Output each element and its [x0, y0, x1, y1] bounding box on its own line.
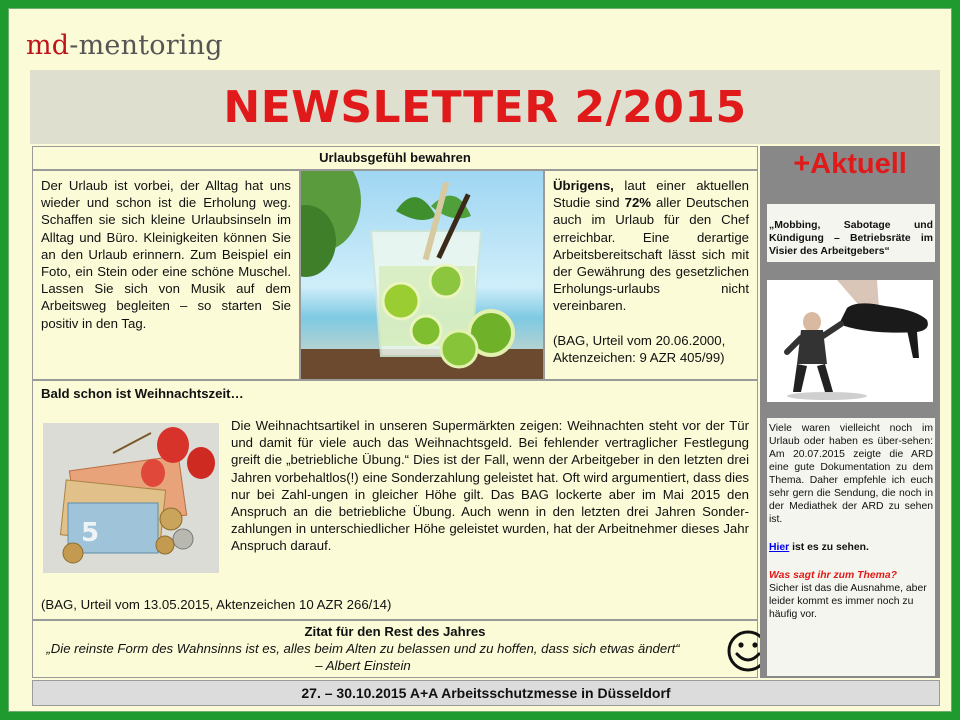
brand-md: md — [26, 30, 70, 61]
euro-money-image — [43, 423, 219, 573]
christmas-paragraph: Die Weihnachtsartikel in unseren Supermärkten zeigen: Weihnachten steht vor der Tür und damit für viele auch das Weihnachtsgeld. Bei fehlender vertraglicher Festlegung greift die „betriebliche Übung.“ Dies ist der Fall, wenn der Arbeitgeber in den letzten drei Jahren vorbehaltlos(!) eine Sonderzahlung geleistet hat. Oft wird argumentiert, dass dies nur bei Zahl-ungen in gleicher Höhe gilt. Das BAG lockerte aber im Mai 2015 den Anspruch an die betriebliche Übung. Auch wenn in den letzten drei Jahren Sonder-zahlungen in unterschiedlicher Höhe geleistet wurden, hat der Arbeitnehmer dieses Jahr Anspruch darauf. — [231, 418, 749, 554]
footer-event-bar: 27. – 30.10.2015 A+A Arbeitsschutzmesse in Düsseldorf — [32, 680, 940, 706]
aktuell-link-rest: ist es zu sehen. — [789, 542, 869, 553]
study-text-2: aller Deutschen auch im Urlaub für den Chef erreichbar. Eine derartige Arbeitsbereitschaft lässt sich mit der Gewährung des gesetzlichen Erholungs-urlaubs nicht vereinbaren. — [553, 195, 749, 314]
study-percent: 72% — [624, 195, 652, 211]
aktuell-sidebar — [760, 146, 940, 678]
newsletter-title: NEWSLETTER 2/2015 — [223, 81, 747, 133]
aktuell-closing: Sicher ist das die Ausnahme, aber leider kommt es immer noch zu häufig vor. — [769, 583, 927, 620]
mojito-illustration — [301, 171, 544, 380]
aktuell-heading: +Aktuell — [793, 148, 907, 180]
kicking-shoe-image — [767, 280, 933, 402]
study-paragraph — [553, 177, 749, 315]
study-text-1: laut einer aktuellen Studie sind — [553, 178, 749, 211]
section-quote-heading: Zitat für den Rest des Jahres — [304, 624, 486, 639]
section-christmas-heading: Bald schon ist Weihnachtszeit… — [41, 386, 244, 401]
mojito-glass-image — [300, 170, 544, 380]
einstein-quote: „Die reinste Form des Wahnsinns ist es, alles beim Alten zu belassen und zu hoffen, dass sich etwas ändert“ – Albert Einstein — [46, 641, 680, 673]
title-bar — [30, 70, 940, 144]
aktuell-link-hier[interactable]: Hier — [769, 542, 790, 553]
study-citation: (BAG, Urteil vom 20.06.2000, Aktenzeichen: 9 AZR 405/99) — [553, 332, 726, 365]
aktuell-question: Was sagt ihr zum Thema? — [769, 570, 897, 581]
section-vacation-text — [32, 170, 300, 380]
study-intro: Übrigens, — [553, 178, 614, 193]
brand-rest: -mentoring — [69, 30, 223, 61]
section-quote — [32, 620, 758, 678]
christmas-citation: (BAG, Urteil vom 13.05.2015, Aktenzeichen 10 AZR 266/14) — [41, 597, 392, 612]
shoe-illustration — [767, 280, 933, 402]
section-christmas — [32, 380, 758, 620]
section-vacation-study — [544, 170, 758, 380]
brand-logo — [26, 30, 223, 61]
aktuell-body — [767, 418, 935, 676]
aktuell-body-text: Viele waren vielleicht noch im Urlaub oder haben es über-sehen: Am 20.07.2015 zeigte die ARD eine gute Dokumentation zu dem Thema. Daher empfehle ich euch sehr gern die Sendung, die noch in der Mediathek der ARD zu sehen ist. — [769, 423, 933, 525]
svg-text:5: 5 — [81, 518, 100, 548]
aktuell-topic: „Mobbing, Sabotage und Kündigung – Betriebsräte im Visier des Arbeitgebers“ — [767, 204, 935, 262]
money-illustration — [43, 423, 219, 573]
aktuell-link-line — [769, 541, 933, 554]
vacation-paragraph: Der Urlaub ist vorbei, der Alltag hat uns wieder und schon ist die Erholung weg. Schaffen sie sich kleine Urlaubsinseln im Alltag und Büro. Kleinigkeiten können Sie an den Urlaub erinnern. Zum Beispiel ein Foto, ein Stein oder eine schöne Muschel. Lassen Sie sich von Musik auf dem Arbeitsweg begleiten – so starten Sie positiv in den Tag. — [41, 178, 291, 331]
section-vacation-heading: Urlaubsgefühl bewahren — [32, 146, 758, 170]
